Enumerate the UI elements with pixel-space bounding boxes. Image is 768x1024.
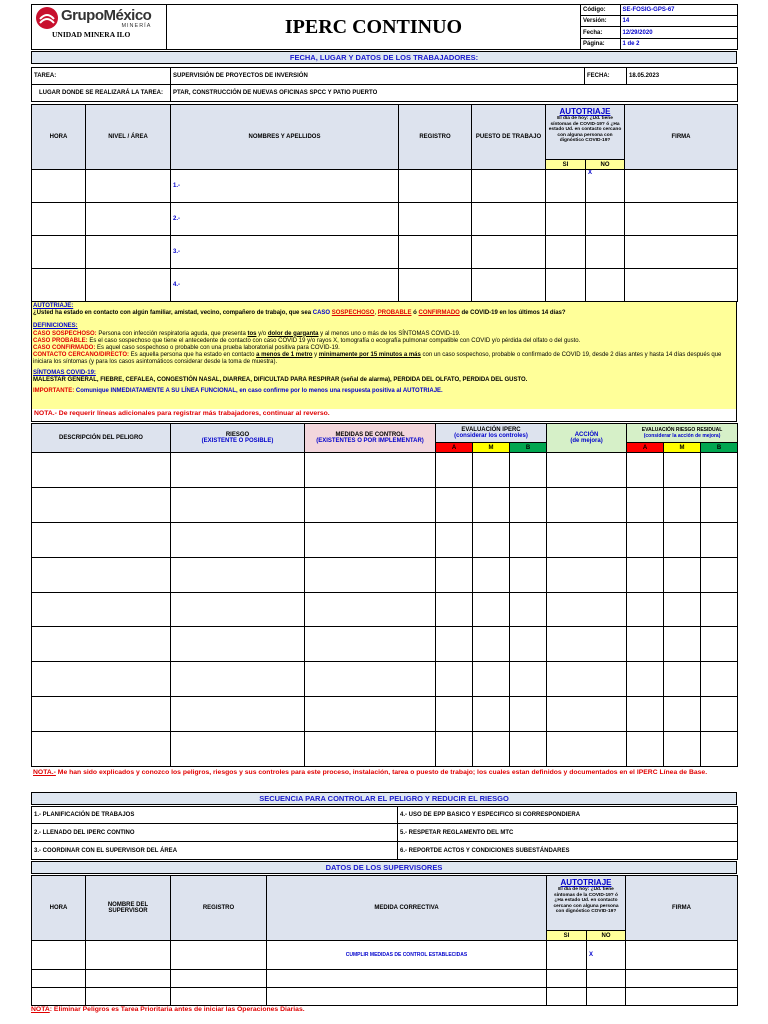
col-registro: REGISTRO: [399, 105, 472, 170]
resid-a-cell[interactable]: [627, 522, 664, 557]
level-b: B: [701, 443, 738, 453]
nivel-cell[interactable]: [86, 170, 171, 203]
sint-text: MALESTAR GENERAL, FIEBRE, CEFALEA, CONGESTIÓN NASAL, DIARREA, DIFICULTAD PARA RESPIRAR (señal de alarma), PERDIDA DEL OLFATO, PERDIDA DEL GUSTO.: [33, 376, 528, 383]
riesgo-cell[interactable]: [171, 697, 305, 732]
registro-cell[interactable]: [399, 170, 472, 203]
eval-b-cell[interactable]: [510, 522, 547, 557]
fecha-field[interactable]: 18.05.2023: [627, 68, 738, 85]
eval-b-cell[interactable]: [510, 662, 547, 697]
accion-cell[interactable]: [547, 697, 627, 732]
eval-m-cell[interactable]: [473, 522, 510, 557]
accion-cell[interactable]: [547, 557, 627, 592]
fecha-label: FECHA:: [585, 68, 627, 85]
firma-cell[interactable]: [625, 170, 738, 203]
sup-autotriaje-title: AUTOTRIAJE: [560, 878, 612, 887]
resid-a-cell[interactable]: [627, 487, 664, 522]
eval-sub: (considerar los controles): [454, 433, 528, 439]
document-meta: [581, 5, 738, 50]
puesto-cell[interactable]: [472, 170, 546, 203]
def4-label: CONTACTO CERCANO/DIRECTO:: [33, 352, 129, 359]
medidas-cell[interactable]: [305, 522, 436, 557]
nota2-text: Me han sido explicados y conozco los peligros, riesgos y sus controles para este proceso, instalación, tarea o puesto de trabajo; los cuales estan definidos y documentados en el IPERC Línea de Base.: [57, 769, 708, 776]
eval-b-cell[interactable]: [510, 557, 547, 592]
section-title-supervisores: DATOS DE LOS SUPERVISORES: [31, 861, 737, 874]
tarea-table: [31, 67, 738, 102]
def1-text-c: y al menos uno o más de los SÍNTOMAS COVID-19.: [320, 330, 461, 337]
level-a: A: [627, 443, 664, 453]
sup-nombre-cell[interactable]: [86, 970, 171, 988]
autotriaje-note: AUTOTRIAJE: ¿Usted ha estado en contacto con algún familiar, amistad, vecino, compañero de trabajo, que sea CASO SOSPECHOSO, PROBABLE ó CONFIRMADO de COVID-19 en los últimos 14 días?: [33, 303, 566, 317]
sup-firma-cell[interactable]: [626, 988, 738, 1006]
section-title-secuencia: SECUENCIA PARA CONTROLAR EL PELIGRO Y REDUCIR EL RIESGO: [31, 792, 737, 805]
resid-b-cell[interactable]: [701, 453, 738, 488]
sup-firma-cell[interactable]: [626, 941, 738, 970]
riesgo-cell[interactable]: [171, 487, 305, 522]
accion-sub: (de mejora): [570, 438, 603, 444]
si-cell[interactable]: [546, 269, 586, 302]
no-cell[interactable]: [586, 236, 625, 269]
worker-number[interactable]: 3.-: [171, 236, 399, 269]
autotriaje-note-head: AUTOTRIAJE:: [33, 303, 74, 309]
medidas-cell[interactable]: [305, 557, 436, 592]
sup-col-no: NO: [587, 931, 626, 941]
level-m: M: [473, 443, 510, 453]
hora-cell[interactable]: [32, 170, 86, 203]
medidas-cell[interactable]: [305, 732, 436, 767]
no-cell[interactable]: [586, 269, 625, 302]
secuencia-table: [31, 806, 738, 860]
firma-cell[interactable]: [625, 269, 738, 302]
col-si: SI: [546, 160, 586, 170]
accion-cell[interactable]: [547, 627, 627, 662]
col-hora: HORA: [32, 105, 86, 170]
supervisores-table: [31, 875, 738, 1006]
resid-b-cell[interactable]: [701, 487, 738, 522]
eval-m-cell[interactable]: [473, 487, 510, 522]
nota-label: NOTA.-: [34, 410, 57, 417]
sup-col-medida: MEDIDA CORRECTIVA: [267, 876, 547, 941]
nota-iperc-base: [31, 768, 737, 790]
eval-b-cell[interactable]: [510, 487, 547, 522]
meta-value: SE-FOSIG-GPS-67: [620, 5, 737, 16]
iperc-row: [32, 697, 738, 732]
def1-dolor: dolor de garganta: [267, 330, 319, 337]
supervisor-row: [32, 941, 738, 970]
peligro-cell[interactable]: [32, 662, 171, 697]
eval-m-cell[interactable]: [473, 557, 510, 592]
accion-cell[interactable]: [547, 522, 627, 557]
medidas-cell[interactable]: [305, 453, 436, 488]
resid-a-cell[interactable]: [627, 662, 664, 697]
sup-medida-cell[interactable]: CUMPLIR MEDIDAS DE CONTROL ESTABLECIDAS: [267, 941, 547, 970]
def1-text-b: y/o: [258, 330, 267, 337]
eval-b-cell[interactable]: [510, 697, 547, 732]
riesgo-cell[interactable]: [171, 627, 305, 662]
hora-cell[interactable]: [32, 203, 86, 236]
peligro-cell[interactable]: [32, 453, 171, 488]
autotriaje-question: El día de hoy: ¿Ud. tiene síntomas de COVID-19? ó ¿Ha estado Ud. en contacto cercano con alguna persona con dignóstico COVID-19?: [548, 116, 622, 144]
secuencia-item: 2.- LLENADO DEL IPERC CONTINO: [32, 824, 398, 842]
sup-col-hora: HORA: [32, 876, 86, 941]
def4-and: y: [314, 352, 318, 359]
sup-hora-cell[interactable]: [32, 941, 86, 970]
secuencia-item: 1.- PLANIFICACIÓN DE TRABAJOS: [32, 807, 398, 824]
imp-text: Comunique INMEDIATAMENTE A SU LÍNEA FUNCIONAL, en caso confirme por lo menos una respuesta positiva al AUTOTRIAJE.: [75, 388, 443, 395]
autotriaje-note-text: ¿Usted ha estado en contacto con algún familiar, amistad, vecino, compañero de trabajo, que sea: [33, 310, 312, 317]
accion-cell[interactable]: [547, 453, 627, 488]
lugar-field[interactable]: PTAR, CONSTRUCCIÓN DE NUEVAS OFICINAS SPCC Y PATIO PUERTO: [171, 85, 738, 102]
worker-row: [32, 236, 738, 269]
resid-label: EVALUACIÓN RIESGO RESIDUAL: [641, 427, 723, 433]
def1-tos: tos: [247, 330, 257, 337]
sup-firma-cell[interactable]: [626, 970, 738, 988]
level-m: M: [664, 443, 701, 453]
supervisor-row: [32, 988, 738, 1006]
def4-time: minimamente por 15 minutos a más: [318, 352, 421, 359]
col-residual: [627, 424, 738, 443]
col-evaluacion: [436, 424, 547, 443]
sup-si-cell[interactable]: [547, 970, 587, 988]
resid-b-cell[interactable]: [701, 592, 738, 627]
eval-a-cell[interactable]: [436, 697, 473, 732]
eval-m-cell[interactable]: [473, 592, 510, 627]
defs-head: DEFINICIONES:: [33, 323, 78, 330]
iperc-row: [32, 522, 738, 557]
sup-no-mark[interactable]: X: [587, 941, 626, 970]
unit-name: UNIDAD MINERA ILO: [52, 30, 131, 39]
sup-medida-cell[interactable]: [267, 970, 547, 988]
eval-a-cell[interactable]: [436, 627, 473, 662]
brand-name: GrupoMéxico: [61, 6, 152, 24]
resid-sub: (considerar la acción de mejora): [643, 433, 721, 439]
accion-cell[interactable]: [547, 487, 627, 522]
meta-label: Versión:: [581, 16, 620, 27]
firma-cell[interactable]: [625, 203, 738, 236]
sup-col-si: SI: [547, 931, 587, 941]
resid-m-cell[interactable]: [664, 453, 701, 488]
peligro-cell[interactable]: [32, 592, 171, 627]
col-accion: [547, 424, 627, 453]
sup-no-cell[interactable]: [587, 970, 626, 988]
iperc-row: [32, 732, 738, 767]
col-nombres: NOMBRES Y APELLIDOS: [171, 105, 399, 170]
eval-a-cell[interactable]: [436, 522, 473, 557]
meta-label: Fecha:: [581, 27, 620, 38]
caso-word: CASO: [312, 310, 331, 317]
page-title: IPERC CONTINUO: [167, 5, 581, 50]
workers-table: [31, 104, 738, 302]
riesgo-cell[interactable]: [171, 662, 305, 697]
eval-m-cell[interactable]: [473, 732, 510, 767]
resid-a-cell[interactable]: [627, 453, 664, 488]
puesto-cell[interactable]: [472, 269, 546, 302]
secuencia-item: 6.- REPORTDE ACTOS Y CONDICIONES SUBESTÁNDARES: [398, 842, 738, 860]
sup-hora-cell[interactable]: [32, 988, 86, 1006]
col-nivel: NIVEL / ÁREA: [86, 105, 171, 170]
secuencia-item: 4.- USO DE EPP BASICO Y ESPECIFICO SI CORRESPONDIERA: [398, 807, 738, 824]
peligro-cell[interactable]: [32, 487, 171, 522]
resid-a-cell[interactable]: [627, 592, 664, 627]
header-table: [31, 4, 738, 50]
meta-table: [581, 5, 737, 49]
accion-cell[interactable]: [547, 592, 627, 627]
riesgo-cell[interactable]: [171, 522, 305, 557]
eval-m-cell[interactable]: [473, 697, 510, 732]
iperc-row: [32, 592, 738, 627]
accion-cell[interactable]: [547, 662, 627, 697]
col-puesto: PUESTO DE TRABAJO: [472, 105, 546, 170]
iperc-row: [32, 453, 738, 488]
resid-m-cell[interactable]: [664, 732, 701, 767]
medidas-label: MEDIDAS DE CONTROL: [335, 432, 405, 438]
sup-autotriaje-header: [547, 876, 626, 931]
level-b: B: [510, 443, 547, 453]
no-mark[interactable]: X: [586, 170, 625, 203]
grupo-mexico-logo-icon: [36, 7, 58, 29]
riesgo-cell[interactable]: [171, 732, 305, 767]
tarea-label: TAREA:: [32, 68, 171, 85]
resid-m-cell[interactable]: [664, 522, 701, 557]
covid-info-block: [31, 301, 737, 422]
col-medidas: [305, 424, 436, 453]
firma-cell[interactable]: [625, 236, 738, 269]
footer-label: NOTA: [31, 1006, 50, 1013]
secuencia-item: 3.- COORDINAR CON EL SUPERVISOR DEL ÁREA: [32, 842, 398, 860]
definitions: [33, 323, 735, 366]
tarea-field[interactable]: SUPERVISIÓN DE PROYECTOS DE INVERSIÓN: [171, 68, 585, 85]
eval-a-cell[interactable]: [436, 592, 473, 627]
col-no: NO: [586, 160, 625, 170]
brand-sub: MINERÍA: [121, 22, 152, 29]
nivel-cell[interactable]: [86, 203, 171, 236]
footer-note: [31, 1006, 737, 1018]
worker-number[interactable]: 1.-: [171, 170, 399, 203]
iperc-row: [32, 557, 738, 592]
meta-label: Código:: [581, 5, 620, 16]
eval-b-cell[interactable]: [510, 732, 547, 767]
eval-m-cell[interactable]: [473, 662, 510, 697]
eval-a-cell[interactable]: [436, 732, 473, 767]
probable-word: PROBABLE: [377, 310, 412, 317]
resid-b-cell[interactable]: [701, 557, 738, 592]
lugar-label: LUGAR DONDE SE REALIZARÁ LA TAREA:: [32, 85, 171, 102]
accion-label: ACCIÓN: [574, 432, 599, 438]
def3-label: CASO CONFIRMADO:: [33, 345, 96, 352]
resid-a-cell[interactable]: [627, 697, 664, 732]
riesgo-cell[interactable]: [171, 453, 305, 488]
section-title-trabajadores: FECHA, LUGAR Y DATOS DE LOS TRABAJADORES:: [31, 51, 737, 64]
no-cell[interactable]: [586, 203, 625, 236]
sup-nombre-cell[interactable]: [86, 988, 171, 1006]
resid-m-cell[interactable]: [664, 662, 701, 697]
eval-a-cell[interactable]: [436, 662, 473, 697]
iperc-row: [32, 627, 738, 662]
hora-cell[interactable]: [32, 236, 86, 269]
eval-a-cell[interactable]: [436, 557, 473, 592]
puesto-cell[interactable]: [472, 236, 546, 269]
sup-registro-cell[interactable]: [171, 970, 267, 988]
sup-si-cell[interactable]: [547, 988, 587, 1006]
worker-number[interactable]: 2.-: [171, 203, 399, 236]
def1-text: Persona con infección respiratoria aguda, que presenta: [98, 330, 246, 337]
def1-label: CASO SOSPECHOSO:: [33, 330, 97, 337]
eval-m-cell[interactable]: [473, 627, 510, 662]
level-a: A: [436, 443, 473, 453]
riesgo-cell[interactable]: [171, 557, 305, 592]
resid-b-cell[interactable]: [701, 627, 738, 662]
sup-nombre-cell[interactable]: [86, 941, 171, 970]
worker-row: [32, 203, 738, 236]
eval-a-cell[interactable]: [436, 487, 473, 522]
iperc-row: [32, 487, 738, 522]
iperc-row: [32, 662, 738, 697]
eval-b-cell[interactable]: [510, 627, 547, 662]
meta-value: 1 de 2: [622, 40, 640, 47]
resid-m-cell[interactable]: [664, 627, 701, 662]
sup-registro-cell[interactable]: [171, 988, 267, 1006]
si-cell[interactable]: [546, 203, 586, 236]
resid-b-cell[interactable]: [701, 697, 738, 732]
nivel-cell[interactable]: [86, 269, 171, 302]
supervisor-row: [32, 970, 738, 988]
sospechoso-word: SOSPECHOSO: [331, 310, 375, 317]
sup-autotriaje-question: El día de hoy: ¿Ud. tiene síntomas de la COVID-19? ó ¿Ha estado Ud. en contacto cercano con alguna persona con dignóstico COVID-19?: [553, 887, 619, 915]
worker-row: [32, 170, 738, 203]
col-descripcion: DESCRIPCIÓN DEL PELIGRO: [32, 424, 171, 453]
resid-b-cell[interactable]: [701, 732, 738, 767]
imp-label: IMPORTANTE:: [33, 388, 75, 395]
puesto-cell[interactable]: [472, 203, 546, 236]
col-riesgo: [171, 424, 305, 453]
medidas-cell[interactable]: [305, 627, 436, 662]
worker-number[interactable]: 4.-: [171, 269, 399, 302]
nota2-label: NOTA.-: [33, 769, 56, 776]
worker-row: [32, 269, 738, 302]
registro-cell[interactable]: [399, 269, 472, 302]
sintomas: [33, 370, 735, 384]
autotriaje-header: [546, 105, 625, 160]
si-cell[interactable]: [546, 170, 586, 203]
footer-text: : Eliminar Peligros es Tarea Prioritaria antes de iniciar las Operaciones Diarias.: [49, 1006, 305, 1013]
peligro-cell[interactable]: [32, 697, 171, 732]
medidas-sub: (EXISTENTES O POR IMPLEMENTAR): [316, 438, 424, 444]
resid-a-cell[interactable]: [627, 732, 664, 767]
eval-m-cell[interactable]: [473, 453, 510, 488]
col-firma: FIRMA: [625, 105, 738, 170]
o-word: ó: [413, 310, 417, 317]
confirmado-word: CONFIRMADO: [418, 310, 460, 317]
secuencia-item: 5.- RESPETAR REGLAMENTO DEL MTC: [398, 824, 738, 842]
meta-value: 12/29/2020: [620, 27, 737, 38]
eval-label: EVALUACIÓN IPERC: [461, 427, 521, 433]
eval-b-cell[interactable]: [510, 453, 547, 488]
hora-cell[interactable]: [32, 269, 86, 302]
riesgo-sub: (EXISTENTE O POSIBLE): [201, 438, 274, 444]
resid-a-cell[interactable]: [627, 627, 664, 662]
medidas-cell[interactable]: [305, 592, 436, 627]
sint-head: SÍNTOMAS COVID-19:: [33, 369, 96, 376]
def3-text: Es aquel caso sospechoso o probable con una prueba laboratorial positiva para COVID-19.: [97, 345, 340, 352]
resid-m-cell[interactable]: [664, 592, 701, 627]
resid-b-cell[interactable]: [701, 662, 738, 697]
def4-text: Es aquella persona que ha estado en contacto: [130, 352, 255, 359]
resid-m-cell[interactable]: [664, 557, 701, 592]
medidas-cell[interactable]: [305, 662, 436, 697]
registro-cell[interactable]: [399, 236, 472, 269]
sup-registro-cell[interactable]: [171, 941, 267, 970]
importante: [33, 388, 735, 395]
sup-si-cell[interactable]: [547, 941, 587, 970]
autotriaje-title: AUTOTRIAJE: [559, 107, 611, 116]
medidas-cell[interactable]: [305, 487, 436, 522]
def2-text: Es el caso sospechoso que tiene el antecedente de contacto con caso COVID 19 y/o rayos X, tomografía o ecografía pulmonar compatible con COVID y/o pérdida del olfato o del gusto.: [89, 337, 581, 344]
sup-no-cell[interactable]: [587, 988, 626, 1006]
sup-hora-cell[interactable]: [32, 970, 86, 988]
riesgo-label: RIESGO: [225, 432, 250, 438]
eval-a-cell[interactable]: [436, 453, 473, 488]
meta-value: 14: [620, 16, 737, 27]
peligro-cell[interactable]: [32, 732, 171, 767]
nota-reverso: [31, 409, 737, 422]
accion-cell[interactable]: [547, 732, 627, 767]
sup-col-registro: REGISTRO: [171, 876, 267, 941]
autotriaje-note-text-b: de COVID-19 en los últimos 14 días?: [461, 310, 566, 317]
def4-distance: a menos de 1 metro: [256, 352, 313, 359]
peligro-cell[interactable]: [32, 522, 171, 557]
eval-b-cell[interactable]: [510, 592, 547, 627]
meta-label: Página:: [581, 38, 620, 49]
iperc-rows: [32, 453, 738, 767]
resid-m-cell[interactable]: [664, 487, 701, 522]
peligro-cell[interactable]: [32, 557, 171, 592]
sup-col-nombre: NOMBRE DEL SUPERVISOR: [86, 876, 171, 941]
medidas-cell[interactable]: [305, 697, 436, 732]
def4-text-e: con un caso sospechoso, probable o confirmado de COVID 19, desde 2 días antes y hasta 14 días después que iniciara los síntomas (y para los casos asintomáticos considerar desde la toma de muestra).: [33, 352, 722, 366]
iperc-table: [31, 423, 738, 767]
sup-medida-cell[interactable]: [267, 988, 547, 1006]
riesgo-cell[interactable]: [171, 592, 305, 627]
peligro-cell[interactable]: [32, 627, 171, 662]
nota-text: De requerir líneas adicionales para registrar más trabajadores, continuar al reverso.: [58, 410, 330, 417]
def2-label: CASO PROBABLE:: [33, 337, 88, 344]
nivel-cell[interactable]: [86, 236, 171, 269]
sup-col-firma: FIRMA: [626, 876, 738, 941]
resid-a-cell[interactable]: [627, 557, 664, 592]
registro-cell[interactable]: [399, 203, 472, 236]
resid-m-cell[interactable]: [664, 697, 701, 732]
logo-cell: [32, 5, 167, 50]
resid-b-cell[interactable]: [701, 522, 738, 557]
si-cell[interactable]: [546, 236, 586, 269]
